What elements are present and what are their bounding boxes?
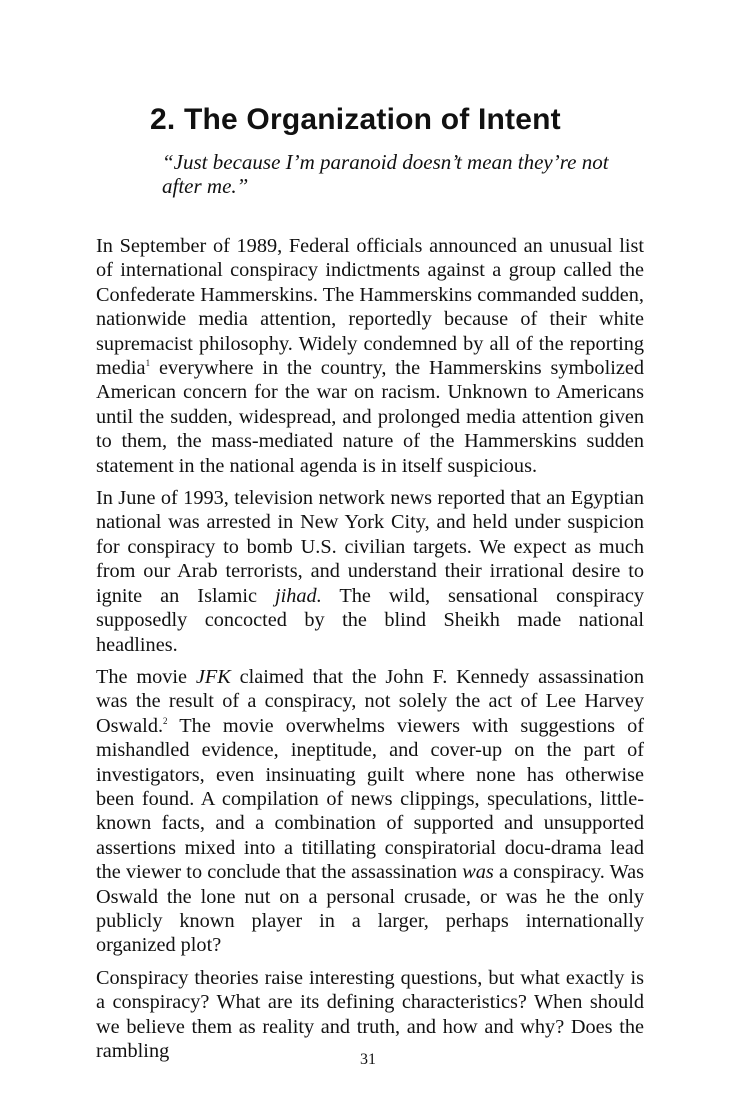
paragraph-text: The movie	[96, 665, 196, 688]
paragraph-egyptian-national	[96, 486, 644, 657]
paragraph-text: The wild, sensational conspiracy supposedly concocted by the blind Sheikh made national headlines.	[96, 584, 644, 656]
paragraph-text: a conspiracy. Was Oswald the lone nut on a personal crusade, or was he the only publicly known player in a larger, perhaps internationally organized plot?	[96, 861, 644, 957]
paragraph-hammerskins	[96, 234, 644, 478]
paragraph-conspiracy-theories	[96, 966, 644, 1064]
paragraph-text: The movie overwhelms viewers with suggestions of mishandled evidence, ineptitude, and cover-up on the part of investigators, even insinuating guilt where none has otherwise been found. A compilation of news clippings, speculations, little-known facts, and a combination of supported and unsupported assertions mixed into a titillating conspiratorial docu-drama lead the viewer to conclude that the assassination	[96, 714, 644, 884]
paragraph-text: In September of 1989, Federal officials announced an unusual list of international conspiracy indictments against a group called the Confederate Hammerskins. The Hammerskins commanded sudden, nationwide media attention, reportedly because of their white supremacist philosophy. Widely condemned by all of the reporting media	[96, 235, 644, 380]
chapter-title: 2. The Organization of Intent	[150, 103, 561, 136]
paragraph-text: everywhere in the country, the Hammerskins symbolized American concern for the war on racism. Unknown to Americans until the sudden, widespread, and prolonged media attention given to them, the mass-mediated nature of the Hammerskins sudden statement in the national agenda is in itself suspicious.	[96, 357, 644, 477]
page-number: 31	[360, 1051, 376, 1068]
paragraph-text: In June of 1993, television network news reported that an Egyptian national was arrested in New York City, and held under suspicion for conspiracy to bomb U.S. civilian targets. We expect as much from our Arab terrorists, and understand their irrational desire to ignite an Islamic	[96, 487, 644, 607]
emphasis-text: jihad.	[275, 584, 322, 607]
paragraph-text: Conspiracy theories raise interesting questions, but what exactly is a conspiracy? What are its defining characteristics? When should we believe them as reality and truth, and how and why? Does the rambling	[96, 966, 644, 1062]
emphasis-text: JFK	[195, 665, 231, 688]
epigraph-quote: “Just because I’m paranoid doesn’t mean they’re not after me.”	[162, 150, 609, 198]
paragraph-jfk	[96, 665, 644, 958]
paragraph-text: claimed that the John F. Kennedy assassination was the result of a conspiracy, not solely the act of Lee Harvey Oswald.	[96, 665, 644, 737]
body-text	[96, 234, 644, 1071]
footnote-marker: 1	[145, 358, 151, 369]
footnote-marker: 2	[163, 715, 168, 726]
emphasis-text: was	[462, 861, 494, 884]
